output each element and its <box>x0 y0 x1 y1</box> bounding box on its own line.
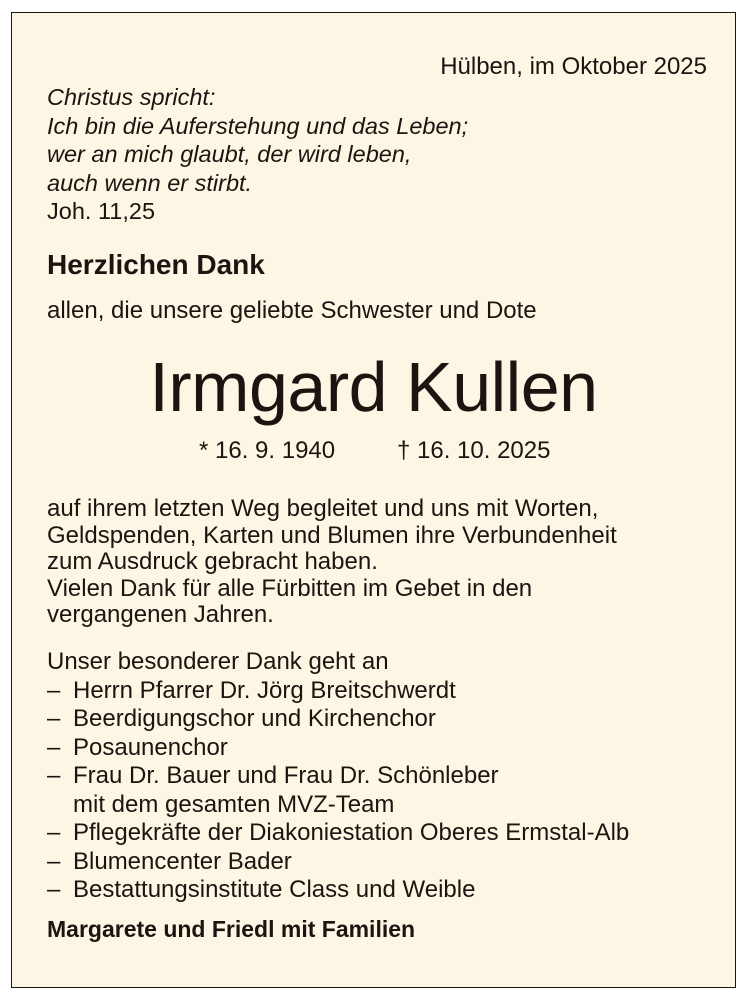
list-item <box>47 705 629 734</box>
list-item <box>47 819 629 848</box>
body-line: Vielen Dank für alle Fürbitten im Gebet in den <box>47 574 533 602</box>
verse-line: Ich bin die Auferstehung und das Leben; <box>47 112 469 139</box>
list-dash: – <box>47 847 61 875</box>
obituary-notice <box>11 12 736 988</box>
list-dash: – <box>47 876 61 903</box>
body-line: Geldspenden, Karten und Blumen ihre Verbundenheit <box>47 521 617 549</box>
death-date: † 16. 10. 2025 <box>397 437 551 464</box>
list-item-text: Herrn Pfarrer Dr. Jörg Breitschwerdt <box>73 676 456 704</box>
thanks-heading: Herzlichen Dank <box>47 249 265 280</box>
verse-reference: Joh. 11,25 <box>47 198 156 224</box>
list-item <box>47 876 629 905</box>
deceased-name: Irmgard Kullen <box>149 348 598 426</box>
verse-line: auch wenn er stirbt. <box>47 169 253 196</box>
verse-line: Christus spricht: <box>47 84 216 110</box>
list-item-text: Beerdigungschor und Kirchenchor <box>73 705 436 732</box>
list-item <box>47 677 629 706</box>
intro-text: allen, die unsere geliebte Schwester und Dote <box>47 297 537 324</box>
special-thanks-list <box>47 648 629 905</box>
list-dash: – <box>47 705 61 732</box>
special-thanks-lead: Unser besonderer Dank geht an <box>47 648 389 675</box>
body-text <box>47 496 617 629</box>
list-item-text: Blumencenter Bader <box>73 847 292 875</box>
body-line: zum Ausdruck gebracht haben. <box>47 548 378 575</box>
list-dash: – <box>47 819 61 846</box>
list-item <box>47 762 629 791</box>
list-item <box>47 848 629 877</box>
list-item <box>47 734 629 763</box>
list-item-continuation: mit dem gesamten MVZ-Team <box>73 790 395 818</box>
list-dash: – <box>47 762 61 789</box>
verse-line: wer an mich glaubt, der wird leben, <box>47 141 412 167</box>
list-item-text: Posaunenchor <box>73 733 228 761</box>
body-line: vergangenen Jahren. <box>47 601 274 628</box>
list-item-text: Frau Dr. Bauer und Frau Dr. Schönleber <box>73 762 499 789</box>
bible-verse <box>47 83 468 226</box>
signature: Margarete und Friedl mit Familien <box>47 916 416 942</box>
list-dash: – <box>47 676 61 704</box>
list-dash: – <box>47 733 61 761</box>
place-date: Hülben, im Oktober 2025 <box>440 53 707 80</box>
birth-date: * 16. 9. 1940 <box>199 437 336 464</box>
list-item-text: Pflegekräfte der Diakoniestation Oberes Ermstal-Alb <box>73 819 630 846</box>
body-line: auf ihrem letzten Weg begleitet und uns mit Worten, <box>47 495 599 522</box>
list-item-text: Bestattungsinstitute Class und Weible <box>73 876 476 903</box>
